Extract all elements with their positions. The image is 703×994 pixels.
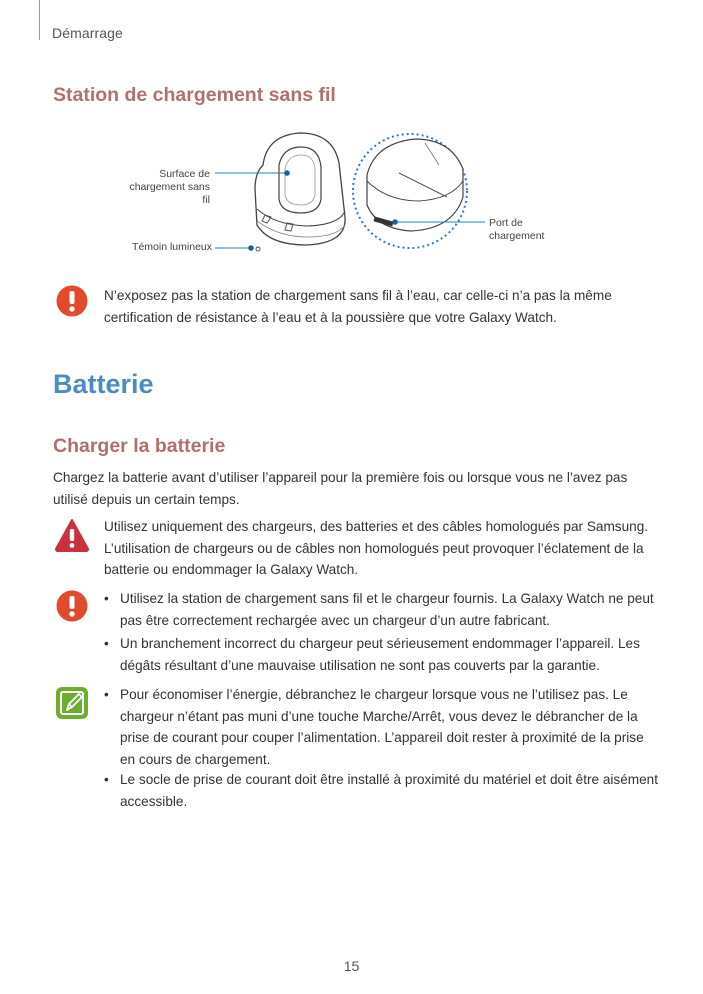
warning-icon <box>55 518 89 552</box>
label-surface: Surface de chargement sans fil <box>129 168 210 206</box>
indicator-light <box>256 247 260 251</box>
caution-icon <box>55 589 89 623</box>
bullet-dot: • <box>104 687 109 702</box>
charging-station-illustration <box>215 125 485 255</box>
label-port: Port de chargement <box>489 217 545 242</box>
note-icon <box>55 686 89 720</box>
caution-icon <box>55 284 89 318</box>
warning-text: Utilisez uniquement des chargeurs, des batteries et des câbles homologués par Samsung. L’utilisation de chargeurs ou de câbles non homologués peut provoquer l’éclatement de la batterie ou endommager la Galaxy Watch. <box>104 519 649 577</box>
bullet-dot: • <box>104 636 109 651</box>
label-temoin: Témoin lumineux <box>132 241 212 253</box>
header-rule <box>39 0 40 40</box>
bullet-dot: • <box>104 591 109 606</box>
station-title: Station de chargement sans fil <box>53 84 336 106</box>
batterie-intro: Chargez la batterie avant d’utiliser l’appareil pour la première fois ou lorsque vous ne l’avez pas utilisé depuis un certain temps. <box>53 470 628 507</box>
running-header: Démarrage <box>52 25 123 41</box>
station-caution-text: N’exposez pas la station de chargement sans fil à l’eau, car celle-ci n’a pas la même certification de résistance à l’eau et à la poussière que votre Galaxy Watch. <box>104 288 612 325</box>
bullet-dot: • <box>104 772 109 787</box>
page-number: 15 <box>343 958 360 974</box>
batterie-title: Batterie <box>53 369 154 399</box>
charger-subtitle: Charger la batterie <box>53 435 226 457</box>
